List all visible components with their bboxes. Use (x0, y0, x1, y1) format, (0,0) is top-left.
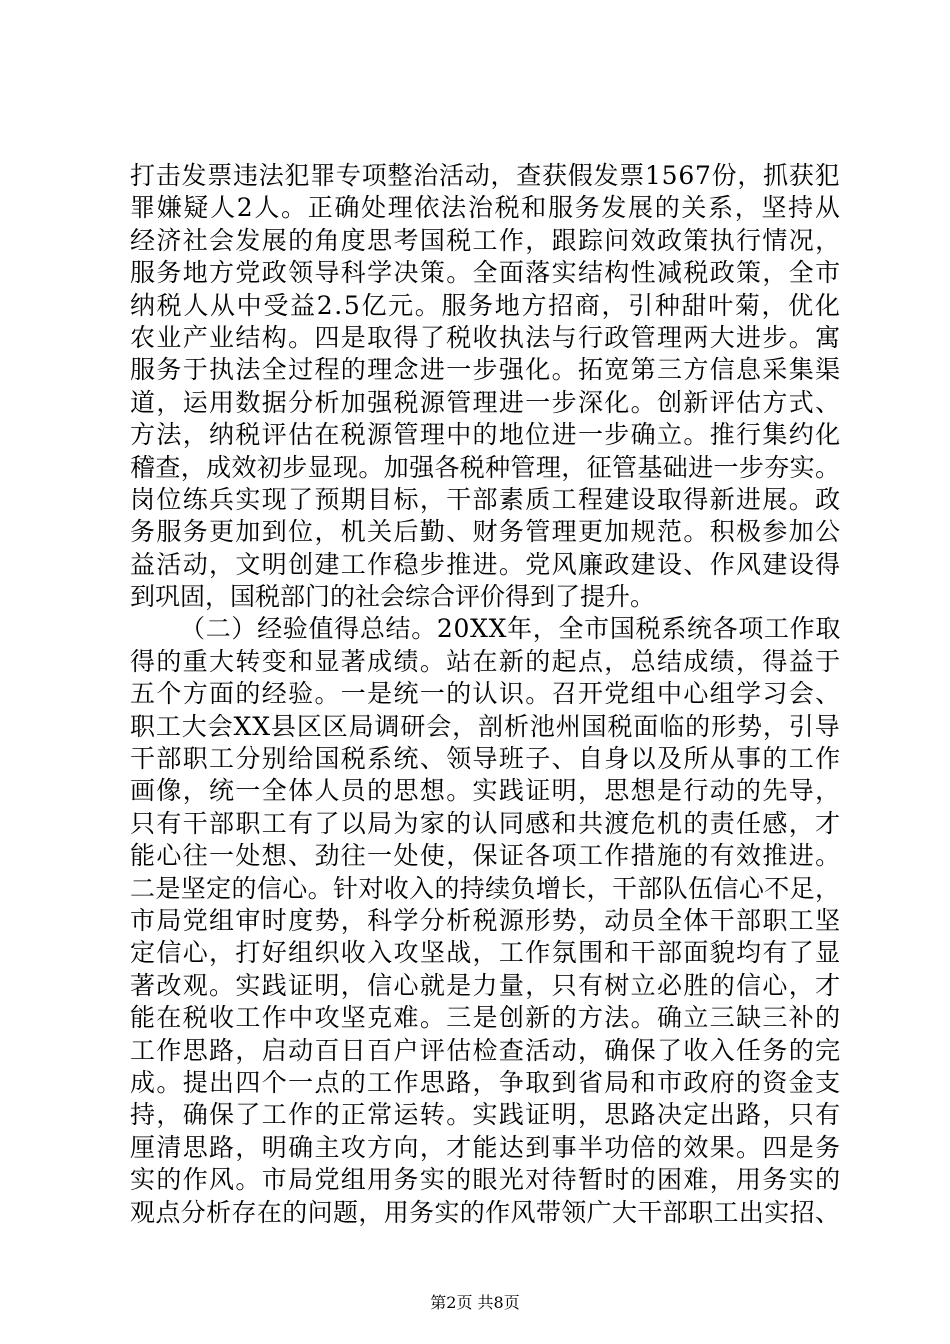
text-line: 干部职工分别给国税系统、领导班子、自身以及所从事的工作 (130, 744, 842, 774)
text-line: 罪嫌疑人2人。正确处理依法治税和服务发展的关系，坚持从 (130, 193, 842, 223)
text-line: 打击发票违法犯罪专项整治活动，查获假发票1567份，抓获犯 (130, 161, 841, 190)
text-line: 定信心，打好组织收入攻坚战，工作氛围和干部面貌均有了显 (130, 938, 842, 968)
text-line: 工作思路，启动百日百户评估检查活动，确保了收入任务的完 (130, 1035, 842, 1065)
text-line: 稽查，成效初步显现。加强各税种管理，征管基础进一步夯实。 (130, 452, 841, 482)
text-line: 经济社会发展的角度思考国税工作，跟踪问效政策执行情况， (130, 225, 842, 255)
text-line: 到巩固，国税部门的社会综合评价得到了提升。 (130, 582, 656, 612)
text-line: 岗位练兵实现了预期目标，干部素质工程建设取得新进展。政 (130, 484, 842, 514)
text-line: 务服务更加到位，机关后勤、财务管理更加规范。积极参加公 (130, 517, 842, 547)
text-line: 农业产业结构。四是取得了税收执法与行政管理两大进步。寓 (130, 322, 842, 352)
text-line: 益活动，文明创建工作稳步推进。党风廉政建设、作风建设得 (130, 549, 842, 579)
text-line: 方法，纳税评估在税源管理中的地位进一步确立。推行集约化 (130, 420, 842, 450)
page-footer: 第2页 共8页 (430, 1293, 520, 1312)
text-line: 职工大会XX县区区局调研会，剖析池州国税面临的形势，引导 (130, 711, 841, 741)
text-line: 服务地方党政领导科学决策。全面落实结构性减税政策，全市 (130, 258, 842, 288)
text-line: 五个方面的经验。一是统一的认识。召开党组中心组学习会、 (130, 679, 842, 709)
text-line: 著改观。实践证明，信心就是力量，只有树立必胜的信心，才 (130, 970, 842, 1000)
text-line: 成。提出四个一点的工作思路，争取到省局和市政府的资金支 (130, 1067, 842, 1097)
text-line: 服务于执法全过程的理念进一步强化。拓宽第三方信息采集渠 (130, 355, 842, 385)
body-text (130, 160, 840, 1229)
text-line: 只有干部职工有了以局为家的认同感和共渡危机的责任感，才 (130, 808, 842, 838)
text-line: 厘清思路，明确主攻方向，才能达到事半功倍的效果。四是务 (130, 1132, 842, 1162)
text-line: 市局党组审时度势，科学分析税源形势，动员全体干部职工坚 (130, 905, 842, 935)
text-line: 画像，统一全体人员的思想。实践证明，思想是行动的先导， (130, 776, 842, 806)
text-line: 能心往一处想、劲往一处使，保证各项工作措施的有效推进。 (130, 841, 842, 871)
text-line: 能在税收工作中攻坚克难。三是创新的方法。确立三缺三补的 (130, 1003, 842, 1033)
text-line: 实的作风。市局党组用务实的眼光对待暂时的困难，用务实的 (130, 1165, 842, 1195)
text-line: 道，运用数据分析加强税源管理进一步深化。创新评估方式、 (130, 387, 842, 417)
text-line: 观点分析存在的问题，用务实的作风带领广大干部职工出实招、 (130, 1197, 841, 1227)
text-line: 得的重大转变和显著成绩。站在新的起点，总结成绩，得益于 (130, 646, 842, 676)
text-line: 纳税人从中受益2.5亿元。服务地方招商，引种甜叶菊，优化 (130, 290, 842, 320)
paragraph-first-line: （二）经验值得总结。20XX年，全市国税系统各项工作取 (180, 614, 842, 644)
text-line: 二是坚定的信心。针对收入的持续负增长，干部队伍信心不足， (130, 873, 841, 903)
text-line: 持，确保了工作的正常运转。实践证明，思路决定出路，只有 (130, 1100, 842, 1130)
